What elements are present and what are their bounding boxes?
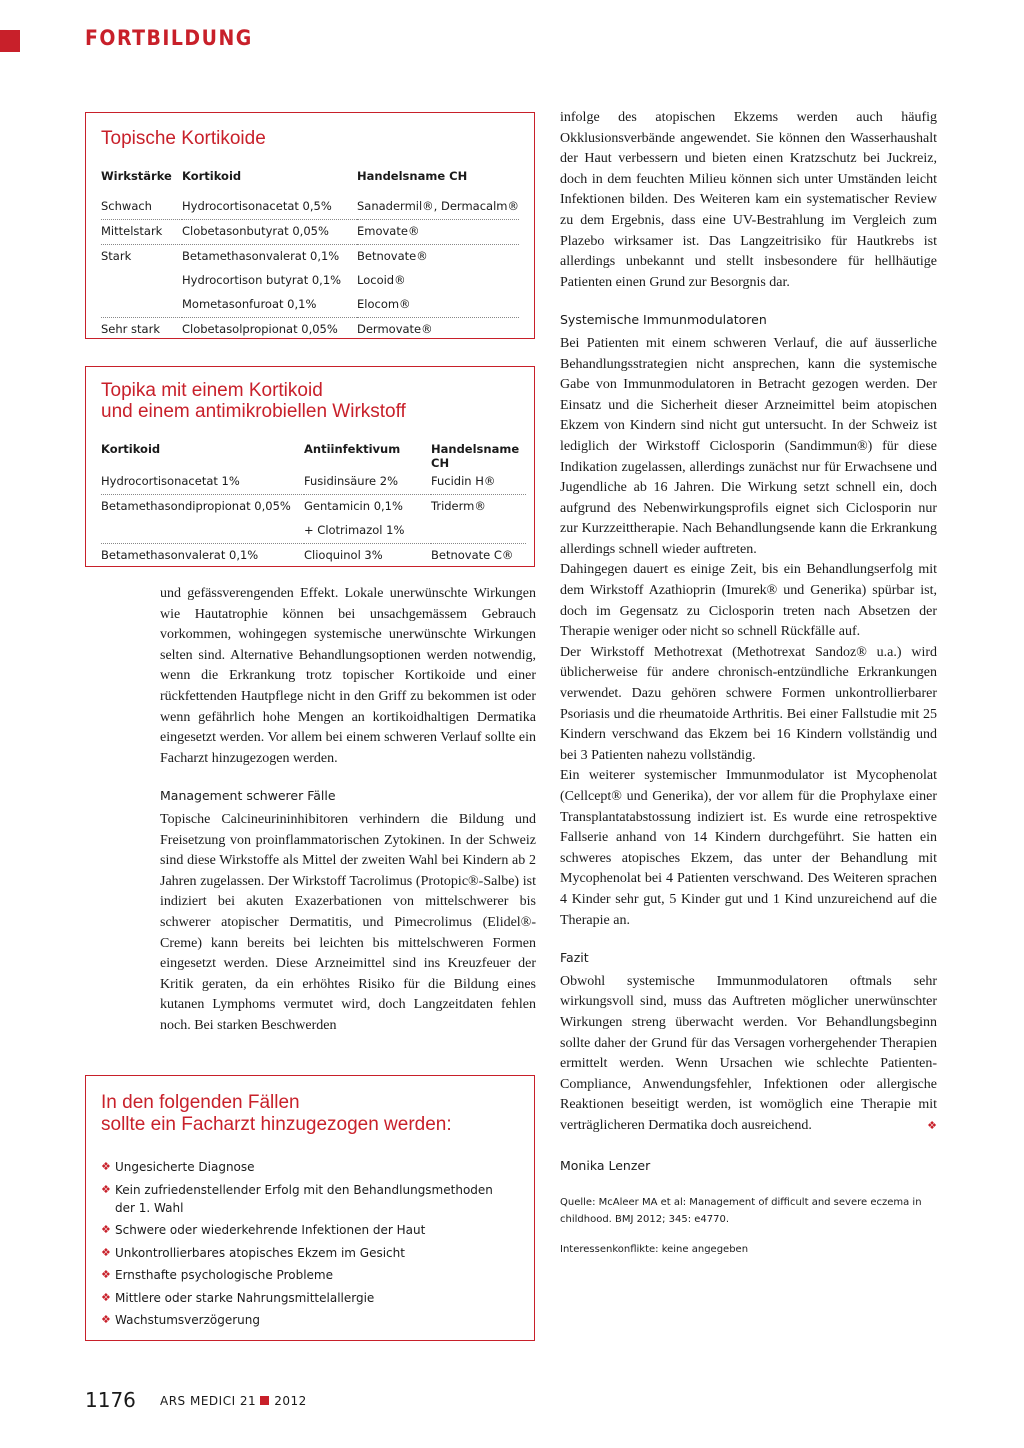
- body-paragraph: Bei Patienten mit einem schweren Verlauf, die auf äusserliche Behandlungsstrategien nicht ansprechen, kann die systemische Gabe von Immunmodulatoren in Betracht gezogen werden. Der Einsatz und die Sicherheit dieser Arzneimittel beim atopischen Ekzem von Kindern sind nicht gut untersucht. In der Schweiz ist lediglich der Wirkstoff Ciclosporin (Sandimmun®) für diese Indikation zugelassen, allerdings zunächst nur für Erwachsene und Jugendliche ab 16 Jahren. Die Wirkung setzt schnell ein, doch aufgrund des Nebenwirkungsprofils eignet sich Ciclosporin nur zur Kurzzeittherapie. Nach Behandlungsende kann die Erkrankung allerdings schnell wieder auftreten.: [560, 335, 937, 557]
- conflicts-note: Interessenkonflikte: keine angegeben: [560, 1244, 749, 1256]
- section-label: FORTBILDUNG: [85, 26, 253, 50]
- diamond-bullet-icon: ❖: [101, 1268, 111, 1281]
- table-cell: Betamethasondipropionat 0,05%: [101, 495, 304, 520]
- diamond-bullet-icon: ❖: [101, 1313, 111, 1326]
- end-mark-icon: ❖: [927, 1119, 937, 1132]
- table-box-topische-kortikoide: [85, 112, 535, 339]
- table-row: [101, 318, 519, 343]
- table-row: [101, 195, 519, 220]
- table-cell: Sehr stark: [101, 318, 182, 343]
- box-title-line-1: Topika mit einem Kortikoid: [101, 380, 323, 401]
- table-cell: Elocom®: [357, 297, 411, 311]
- list-item-text: Mittlere oder starke Nahrungsmittelallergie: [115, 1290, 375, 1305]
- separator-square-icon: [260, 1396, 269, 1405]
- box-title-line-2: und einem antimikrobiellen Wirkstoff: [101, 401, 406, 422]
- list-item: [101, 1289, 511, 1307]
- table-row: [101, 495, 526, 520]
- table-cell: Betnovate C®: [431, 544, 526, 569]
- list-item: [101, 1266, 511, 1284]
- table-cell: Hydrocortison butyrat 0,1%: [182, 273, 342, 287]
- table-cell: [101, 293, 182, 318]
- fazit-block: [560, 972, 937, 1137]
- list-item-text: Wachstumsverzögerung: [115, 1313, 260, 1327]
- table-cell: Sanadermil®, Dermacalm®: [357, 199, 519, 213]
- list-item: [101, 1158, 511, 1176]
- body-paragraph: und gefässverengenden Effekt. Lokale unerwünschte Wirkungen wie Hautatrophie können bei unsachgemässem Gebrauch vorkommen, wohingegen systemische unerwünschte Wirkungen selten sind. Alternative Behandlungsoptionen werden notwendig, wenn die Erkrankung trotz topischer Kortikoide und einer rückfettenden Hautpflege nicht in den Griff zu bekommen ist oder wenn gefährlich hohe Mengen an kortikoidhaltigen Dermatika eingesetzt werden. Vor allem bei einem schweren Verlauf sollte ein Facharzt hinzugezogen werden.: [160, 586, 536, 766]
- table-cell: Emovate®: [357, 220, 519, 245]
- right-column-text: [560, 108, 937, 1258]
- body-paragraph: Dahingegen dauert es einige Zeit, bis ein Behandlungserfolg mit dem Wirkstoff Azathioprin (Imurek® und Generika) spürbar ist, doch im Gegensatz zu Ciclosporin treten nach Absetzen der Therapie weniger oder nicht so schnell Rückfälle auf.: [560, 562, 937, 640]
- journal-name: ARS MEDICI 21: [160, 1394, 257, 1408]
- section-heading: Fazit: [560, 950, 589, 966]
- diamond-bullet-icon: ❖: [101, 1290, 111, 1304]
- referral-box: [85, 1075, 535, 1341]
- table-header-row: [101, 169, 519, 195]
- table-header-row: [101, 442, 526, 470]
- table-cell: Fucidin H®: [431, 474, 496, 488]
- table-cell: Gentamicin 0,1%: [304, 495, 431, 520]
- table-cell: Fusidinsäure 2%: [304, 474, 399, 488]
- journal-footer: [160, 1394, 307, 1408]
- table-row: [101, 544, 526, 569]
- list-item-text: Ungesicherte Diagnose: [115, 1160, 255, 1174]
- table-cell: Schwach: [101, 199, 152, 213]
- diamond-bullet-icon: ❖: [101, 1223, 111, 1236]
- referral-list: [101, 1158, 511, 1334]
- diamond-bullet-icon: ❖: [101, 1245, 111, 1259]
- table-cell: Clobetasolpropionat 0,05%: [182, 318, 357, 343]
- column-header: Handelsname CH: [431, 442, 520, 470]
- table-cell: Clioquinol 3%: [304, 544, 431, 569]
- table-cell: Locoid®: [357, 273, 406, 287]
- column-header: Kortikoid: [101, 442, 161, 456]
- list-item: [101, 1181, 511, 1217]
- table-cell: Betnovate®: [357, 245, 519, 270]
- source-citation: Quelle: McAleer MA et al: Management of difficult and severe eczema in childhood. BMJ 2012; 345: e4770.: [560, 1197, 922, 1226]
- table-cell: Betamethasonvalerat 0,1%: [101, 544, 304, 569]
- body-paragraph: Topische Calcineurininhibitoren verhindern die Bildung und Freisetzung von proinflammatorischen Zytokinen. In der Schweiz sind diese Wirkstoffe als Mittel der zweiten Wahl bei Kindern ab 2 Jahren zugelassen. Der Wirkstoff Tacrolimus (Protopic®-Salbe) ist indiziert bei akuten Exazerbationen von mittelschwerer bis schwerer atopischer Dermatitis, und Pimecrolimus (Elidel®-Creme) kann bereits bei leichten bis mittelschweren Formen eingesetzt werden. Diese Arzneimittel sind ins Kreuzfeuer der Kritik geraten, da ein erhöhtes Risiko für die Bildung eines kutanen Lymphoms vermutet wird, doch Langzeitdaten fehlen noch. Bei starken Beschwerden: [160, 811, 536, 1033]
- left-column-text: [160, 584, 536, 1036]
- box-title: Topische Kortikoide: [101, 128, 266, 149]
- column-header: Antiinfektivum: [304, 442, 401, 456]
- table-cell: Stark: [101, 245, 182, 270]
- column-header: Wirkstärke: [101, 169, 172, 183]
- body-paragraph: Ein weiterer systemischer Immunmodulator ist Mycophenolat (Cellcept® und Generika), der vor allem für die Prophylaxe einer Transplantatabstossung indiziert ist. Es wurde eine retrospektive Fallserie anhand von 14 Kindern durchgeführt. Sie hatten ein schweres atopisches Ekzem, das unter der Behandlung mit Mycophenolat bei 4 Patienten verschwand. Des Weiteren sprachen 4 Kinder sehr gut, 5 Kinder gut und 1 Kind unzureichend auf die Therapie an.: [560, 768, 937, 928]
- body-paragraph: Obwohl systemische Immunmodulatoren oftmals sehr wirkungsvoll sind, muss das Auftreten möglicher unerwünschter Wirkungen streng überwacht werden. Vor Behandlungsbeginn sollte daher der Grund für das Versagen vorhergehender Therapien ermittelt werden. Wenn Ursachen wie schlechte Patienten-Compliance, Anwendungsfehler, Infektionen oder allergische Reaktionen beseitigt werden, ist womöglich eine Therapie mit verträglicheren Dermatika doch ausreichend.: [560, 973, 937, 1133]
- list-item-text: Schwere oder wiederkehrende Infektionen der Haut: [115, 1223, 426, 1237]
- table-cell: [101, 519, 304, 544]
- column-header: Kortikoid: [182, 169, 242, 183]
- table-row: [101, 220, 519, 245]
- journal-year: 2012: [274, 1394, 307, 1408]
- list-item: [101, 1244, 511, 1262]
- table-cell: [431, 519, 526, 544]
- table-cell: Mometasonfuroat 0,1%: [182, 297, 317, 311]
- page-number: 1176: [85, 1388, 136, 1412]
- author: Monika Lenzer: [560, 1157, 651, 1173]
- kombination-table: [101, 442, 526, 568]
- table-cell: Triderm®: [431, 495, 526, 520]
- table-cell: Mittelstark: [101, 220, 182, 245]
- table-row: [101, 519, 526, 544]
- list-item-text: Ernsthafte psychologische Probleme: [115, 1268, 333, 1282]
- table-row: [101, 293, 519, 318]
- table-row: [101, 470, 526, 495]
- diamond-bullet-icon: ❖: [101, 1182, 111, 1196]
- box-title-line-1: In den folgenden Fällen: [101, 1092, 300, 1113]
- table-cell: Clobetasonbutyrat 0,05%: [182, 220, 357, 245]
- table-box-topika-kombination: [85, 366, 535, 567]
- list-item-text: Kein zufriedenstellender Erfolg mit den Behandlungsmethoden der 1. Wahl: [115, 1182, 493, 1215]
- table-cell: Betamethasonvalerat 0,1%: [182, 245, 357, 270]
- table-cell: + Clotrimazol 1%: [304, 523, 405, 537]
- list-item-text: Unkontrollierbares atopisches Ekzem im Gesicht: [115, 1245, 405, 1260]
- diamond-bullet-icon: ❖: [101, 1160, 111, 1173]
- list-item: [101, 1221, 511, 1239]
- table-row: [101, 269, 519, 293]
- table-row: [101, 245, 519, 270]
- table-cell: Dermovate®: [357, 318, 519, 343]
- column-header: Handelsname CH: [357, 169, 468, 183]
- table-cell: Hydrocortisonacetat 0,5%: [182, 199, 332, 213]
- kortikoide-table: [101, 169, 519, 342]
- body-paragraph: infolge des atopischen Ekzems werden auch häufig Okklusionsverbände angewendet. Sie können den Wasserhaushalt der Haut verbessern und bieten einen Kratzschutz bei Juckreiz, doch in dem feuchten Milieu können sich unter Umständen leicht Infektionen bilden. Des Weiteren kam ein systematischer Review zu dem Ergebnis, dass eine UV-Bestrahlung im Vergleich zum Plazebo wirksamer ist. Das Langzeitrisiko für Hautkrebs ist allerdings unbekannt und stellt insbesondere für hellhäutige Patienten einen Grund zur Besorgnis dar.: [560, 110, 937, 290]
- section-marker: [0, 30, 20, 52]
- list-item: [101, 1311, 511, 1329]
- body-paragraph: Der Wirkstoff Methotrexat (Methotrexat Sandoz® u.a.) wird üblicherweise für andere chronisch-entzündliche Erkrankungen verwendet. Dazu gehören schwere Formen unkontrollierbarer Psoriasis und die rheumatoide Arthritis. Bei einer Fallstudie mit 25 Kindern verschwand das Ekzem bei 16 Kindern vollständig und bei 3 Patienten nahezu vollständig.: [560, 644, 937, 763]
- section-heading: Management schwerer Fälle: [160, 788, 336, 804]
- table-cell: Hydrocortisonacetat 1%: [101, 474, 240, 488]
- box-title-line-2: sollte ein Facharzt hinzugezogen werden:: [101, 1114, 452, 1135]
- table-cell: [101, 269, 182, 293]
- section-heading: Systemische Immunmodulatoren: [560, 312, 767, 328]
